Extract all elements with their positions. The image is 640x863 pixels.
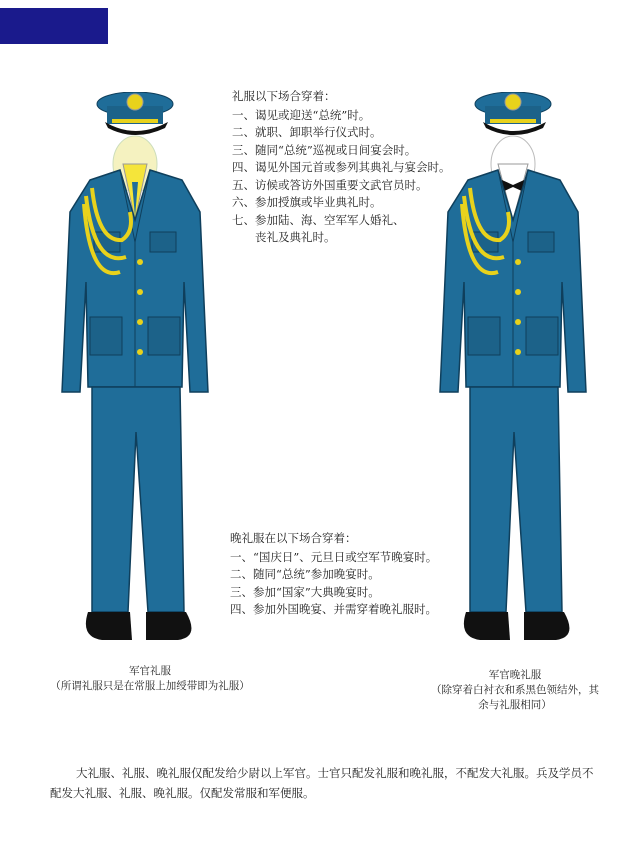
formal-uniform-caption xyxy=(40,664,260,694)
formal-occasion-item: 一、谒见或迎送“总统”时。 xyxy=(232,107,371,122)
evening-occasion-item: 四、参加外国晚宴、并需穿着晚礼服时。 xyxy=(230,602,437,616)
formal-occasion-item: 六、参加授旗或毕业典礼时。 xyxy=(232,195,382,209)
corner-color-block xyxy=(0,8,108,44)
formal-occasion-item: 七、参加陆、海、空军军人婚礼、 xyxy=(232,212,405,227)
formal-occasion-item: 五、访候或答访外国重要文武官员时。 xyxy=(232,177,428,192)
evening-occasion-item: 三、参加“国家”大典晚宴时。 xyxy=(230,584,380,599)
evening-occasion-item: 一、“国庆日”、元旦日或空军节晚宴时。 xyxy=(230,549,438,564)
caption-note-line-2: 余与礼服相同） xyxy=(478,699,552,711)
formal-occasion-item: 丧礼及典礼时。 xyxy=(232,230,336,244)
footer-paragraph: 大礼服、礼服、晚礼服仅配发给少尉以上军官。士官只配发礼服和晚礼服，不配发大礼服。兵及学员不配发大礼服、礼服、晚礼服。仅配发常服和军便服。 xyxy=(50,766,594,800)
formal-occasion-item: 二、就职、卸职举行仪式时。 xyxy=(232,125,382,139)
evening-occasion-item: 二、随同“总统”参加晚宴时。 xyxy=(230,567,380,581)
caption-title: 军官礼服 xyxy=(129,665,171,677)
officer-formal-uniform-illustration xyxy=(50,92,240,652)
formal-occasion-item: 三、随同“总统”巡视或日间宴会时。 xyxy=(232,142,417,157)
trousers xyxy=(470,387,562,612)
caption-note: （所谓礼服只是在常服上加绶带即为礼服） xyxy=(50,680,250,692)
peaked-cap-icon xyxy=(475,92,551,135)
caption-note-line-1: （除穿着白衬衣和系黑色领结外，其 xyxy=(431,684,599,696)
formal-occasion-item: 四、谒见外国元首或参列其典礼与宴会时。 xyxy=(232,160,451,174)
evening-occasions-heading: 晚礼服在以下场合穿着： xyxy=(230,531,357,545)
formal-occasions-heading: 礼服以下场合穿着： xyxy=(232,89,336,103)
evening-uniform-caption xyxy=(420,668,610,713)
trousers xyxy=(92,387,184,612)
caption-title: 军官晚礼服 xyxy=(488,669,542,681)
evening-occasions-list xyxy=(230,530,437,619)
formal-occasions-list xyxy=(232,88,451,247)
peaked-cap-icon xyxy=(97,92,173,135)
